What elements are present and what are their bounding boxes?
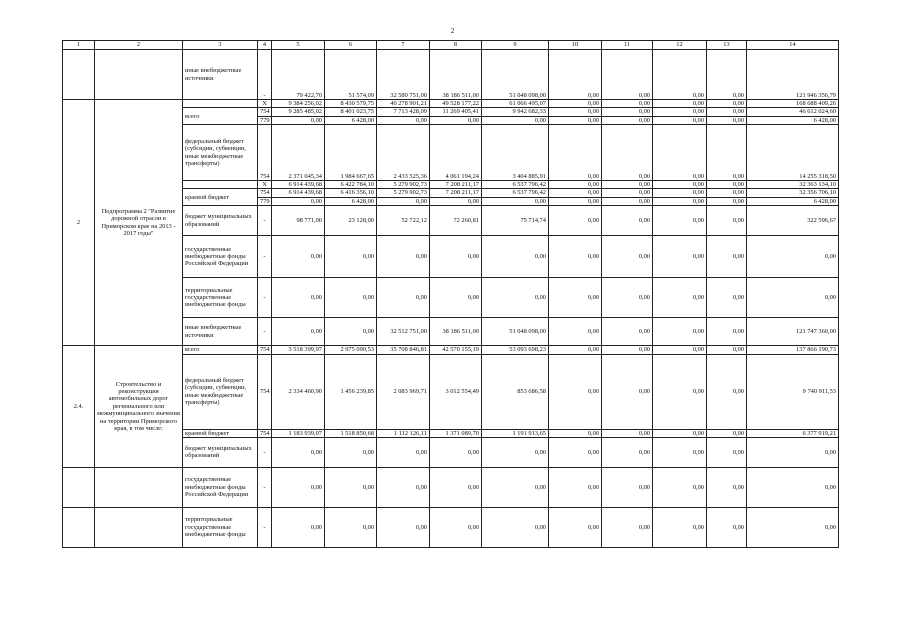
amount-cell: 6 428,00: [747, 116, 839, 124]
funding-source: федеральный бюджет (субсидии, субвенции, иные межбюджетные трансферты): [183, 354, 258, 429]
amount-cell: 0,00: [653, 467, 707, 507]
amount-cell: 53 093 698,23: [482, 346, 549, 354]
amount-cell: 0,00: [430, 236, 482, 278]
column-header: 13: [707, 41, 747, 50]
amount-cell: 0,00: [653, 354, 707, 429]
funding-source: всего: [183, 108, 258, 125]
amount-cell: 14 255 318,50: [747, 125, 839, 181]
amount-cell: 2 083 969,71: [377, 354, 430, 429]
funding-source: бюджет муниципальных образований: [183, 206, 258, 236]
amount-cell: 0,00: [707, 467, 747, 507]
amount-cell: 0,00: [430, 467, 482, 507]
amount-cell: 0,00: [549, 236, 602, 278]
amount-cell: 6 537 796,42: [482, 189, 549, 197]
amount-cell: 0,00: [653, 100, 707, 108]
amount-cell: 8 401 023,75: [325, 108, 377, 116]
amount-cell: 6 914 439,68: [272, 181, 325, 189]
amount-cell: 32 363 134,10: [747, 181, 839, 189]
amount-cell: 0,00: [653, 50, 707, 100]
amount-cell: 0,00: [549, 437, 602, 467]
amount-cell: 137 866 190,73: [747, 346, 839, 354]
amount-cell: 0,00: [653, 189, 707, 197]
amount-cell: 168 688 409,26: [747, 100, 839, 108]
funding-source: государственные внебюджетные фонды Российской Федерации: [183, 467, 258, 507]
amount-cell: 0,00: [707, 278, 747, 318]
amount-cell: 0,00: [549, 429, 602, 437]
amount-cell: 0,00: [549, 108, 602, 116]
amount-cell: 1 183 939,07: [272, 429, 325, 437]
amount-cell: 38 186 511,00: [430, 50, 482, 100]
amount-cell: 0,00: [272, 507, 325, 547]
amount-cell: 51 048 098,00: [482, 50, 549, 100]
amount-cell: 0,00: [653, 318, 707, 346]
column-header: 4: [258, 41, 272, 50]
amount-cell: 0,00: [325, 236, 377, 278]
amount-cell: 75 714,74: [482, 206, 549, 236]
amount-cell: 98 771,00: [272, 206, 325, 236]
amount-cell: 0,00: [377, 116, 430, 124]
budget-table: [62, 40, 839, 548]
amount-cell: 6 377 919,21: [747, 429, 839, 437]
amount-cell: 0,00: [430, 116, 482, 124]
funding-source: всего: [183, 346, 258, 354]
amount-cell: 11 269 405,41: [430, 108, 482, 116]
column-header: 5: [272, 41, 325, 50]
table-row: [63, 50, 839, 100]
amount-cell: 61 066 495,07: [482, 100, 549, 108]
amount-cell: 0,00: [602, 206, 653, 236]
amount-cell: 0,00: [707, 429, 747, 437]
amount-cell: 35 708 846,81: [377, 346, 430, 354]
amount-cell: 0,00: [272, 197, 325, 205]
amount-cell: 0,00: [482, 116, 549, 124]
amount-cell: 6 422 784,10: [325, 181, 377, 189]
amount-cell: 0,00: [430, 278, 482, 318]
amount-cell: 42 570 155,19: [430, 346, 482, 354]
amount-cell: 3 518 399,97: [272, 346, 325, 354]
amount-cell: 9 285 485,02: [272, 108, 325, 116]
table-row: [63, 507, 839, 547]
amount-cell: 0,00: [377, 467, 430, 507]
amount-cell: 0,00: [549, 181, 602, 189]
amount-cell: 0,00: [549, 100, 602, 108]
amount-cell: 0,00: [325, 437, 377, 467]
amount-cell: 0,00: [653, 437, 707, 467]
amount-cell: 0,00: [602, 507, 653, 547]
amount-cell: 1 984 667,65: [325, 125, 377, 181]
amount-cell: 0,00: [707, 236, 747, 278]
amount-cell: 0,00: [707, 507, 747, 547]
column-header: 14: [747, 41, 839, 50]
amount-cell: 0,00: [707, 346, 747, 354]
amount-cell: 0,00: [707, 116, 747, 124]
amount-cell: 46 612 024,60: [747, 108, 839, 116]
amount-cell: 0,00: [653, 278, 707, 318]
amount-cell: 49 528 177,22: [430, 100, 482, 108]
amount-cell: 0,00: [653, 125, 707, 181]
amount-cell: 0,00: [707, 181, 747, 189]
amount-cell: 0,00: [707, 50, 747, 100]
funding-source: бюджет муниципальных образований: [183, 437, 258, 467]
column-header: 2: [95, 41, 183, 50]
amount-cell: 0,00: [272, 278, 325, 318]
amount-cell: 0,00: [653, 181, 707, 189]
code-cell: 779: [258, 116, 272, 124]
amount-cell: 0,00: [549, 318, 602, 346]
amount-cell: 51 048 098,00: [482, 318, 549, 346]
amount-cell: 0,00: [549, 354, 602, 429]
code-cell: 754: [258, 354, 272, 429]
amount-cell: 0,00: [325, 318, 377, 346]
amount-cell: 0,00: [482, 507, 549, 547]
code-cell: 754: [258, 125, 272, 181]
amount-cell: 0,00: [653, 116, 707, 124]
amount-cell: 0,00: [602, 437, 653, 467]
amount-cell: 52 722,12: [377, 206, 430, 236]
amount-cell: 0,00: [602, 116, 653, 124]
amount-cell: 0,00: [482, 467, 549, 507]
amount-cell: 0,00: [707, 100, 747, 108]
amount-cell: 0,00: [549, 189, 602, 197]
amount-cell: 0,00: [325, 507, 377, 547]
funding-source: территориальные государственные внебюджетные фонды: [183, 507, 258, 547]
amount-cell: 0,00: [272, 467, 325, 507]
amount-cell: 51 574,09: [325, 50, 377, 100]
amount-cell: 0,00: [707, 437, 747, 467]
amount-cell: 0,00: [602, 467, 653, 507]
table-row: [63, 100, 839, 108]
code-cell: 754: [258, 108, 272, 116]
amount-cell: 32 580 751,00: [377, 50, 430, 100]
amount-cell: 0,00: [549, 116, 602, 124]
funding-source: федеральный бюджет (субсидии, субвенции, иные межбюджетные трансферты): [183, 125, 258, 181]
amount-cell: 0,00: [549, 206, 602, 236]
amount-cell: 0,00: [747, 437, 839, 467]
amount-cell: 0,00: [602, 236, 653, 278]
amount-cell: 5 279 902,73: [377, 189, 430, 197]
amount-cell: 2 433 525,36: [377, 125, 430, 181]
amount-cell: 0,00: [602, 429, 653, 437]
code-cell: -: [258, 467, 272, 507]
amount-cell: 0,00: [707, 318, 747, 346]
amount-cell: 7 713 428,09: [377, 108, 430, 116]
amount-cell: 0,00: [549, 197, 602, 205]
amount-cell: 23 128,00: [325, 206, 377, 236]
amount-cell: 0,00: [653, 108, 707, 116]
amount-cell: 1 191 913,65: [482, 429, 549, 437]
code-cell: -: [258, 236, 272, 278]
amount-cell: 40 278 901,21: [377, 100, 430, 108]
amount-cell: 0,00: [707, 197, 747, 205]
column-header: 10: [549, 41, 602, 50]
amount-cell: 0,00: [377, 197, 430, 205]
code-cell: -: [258, 437, 272, 467]
amount-cell: 38 186 511,00: [430, 318, 482, 346]
code-cell: -: [258, 318, 272, 346]
amount-cell: 2 371 045,34: [272, 125, 325, 181]
code-cell: 754: [258, 189, 272, 197]
amount-cell: 0,00: [653, 197, 707, 205]
amount-cell: 4 061 194,24: [430, 125, 482, 181]
amount-cell: 0,00: [602, 354, 653, 429]
amount-cell: 6 428,00: [747, 197, 839, 205]
amount-cell: 1 456 239,85: [325, 354, 377, 429]
amount-cell: 0,00: [272, 318, 325, 346]
amount-cell: 0,00: [653, 507, 707, 547]
column-header: 11: [602, 41, 653, 50]
amount-cell: 1 371 089,70: [430, 429, 482, 437]
amount-cell: 0,00: [377, 437, 430, 467]
amount-cell: 6 428,00: [325, 197, 377, 205]
amount-cell: 0,00: [549, 125, 602, 181]
amount-cell: 0,00: [653, 236, 707, 278]
empty-cell: [183, 181, 258, 189]
code-cell: -: [258, 507, 272, 547]
column-header: 9: [482, 41, 549, 50]
funding-source: иные внебюджетные источники: [183, 50, 258, 100]
code-cell: X: [258, 181, 272, 189]
code-cell: X: [258, 100, 272, 108]
amount-cell: 6 428,00: [325, 116, 377, 124]
amount-cell: 121 946 356,79: [747, 50, 839, 100]
amount-cell: 6 416 356,10: [325, 189, 377, 197]
column-header: 12: [653, 41, 707, 50]
column-header: 8: [430, 41, 482, 50]
amount-cell: 0,00: [377, 507, 430, 547]
amount-cell: 0,00: [602, 318, 653, 346]
amount-cell: 32 356 706,10: [747, 189, 839, 197]
amount-cell: 121 747 360,00: [747, 318, 839, 346]
amount-cell: 7 208 211,17: [430, 181, 482, 189]
amount-cell: 0,00: [707, 189, 747, 197]
amount-cell: 2 334 460,90: [272, 354, 325, 429]
amount-cell: 322 596,67: [747, 206, 839, 236]
empty-cell: [95, 467, 183, 507]
amount-cell: 1 112 126,11: [377, 429, 430, 437]
column-header: 7: [377, 41, 430, 50]
amount-cell: 0,00: [602, 100, 653, 108]
amount-cell: 2 975 090,53: [325, 346, 377, 354]
amount-cell: 0,00: [602, 278, 653, 318]
empty-cell: [95, 507, 183, 547]
amount-cell: 0,00: [707, 206, 747, 236]
empty-cell: [95, 50, 183, 100]
amount-cell: 1 518 850,68: [325, 429, 377, 437]
table-row: [63, 467, 839, 507]
column-header: 1: [63, 41, 95, 50]
funding-source: краевой бюджет: [183, 429, 258, 437]
amount-cell: 0,00: [602, 189, 653, 197]
funding-source: иные внебюджетные источники: [183, 318, 258, 346]
empty-cell: [183, 100, 258, 108]
amount-cell: 9 942 682,33: [482, 108, 549, 116]
page-number: 2: [450, 27, 455, 35]
amount-cell: 0,00: [325, 467, 377, 507]
empty-cell: [63, 507, 95, 547]
program-name: Строительство и реконструкция автомобильных дорог регионального или межмуниципального значения на территории Приморского края, в том числе:: [95, 346, 183, 468]
amount-cell: 79 422,70: [272, 50, 325, 100]
amount-cell: 32 512 751,00: [377, 318, 430, 346]
amount-cell: 0,00: [482, 197, 549, 205]
code-cell: 754: [258, 429, 272, 437]
amount-cell: 0,00: [602, 197, 653, 205]
amount-cell: 0,00: [653, 346, 707, 354]
amount-cell: 0,00: [549, 346, 602, 354]
code-cell: 754: [258, 346, 272, 354]
amount-cell: 9 384 256,02: [272, 100, 325, 108]
amount-cell: 9 740 911,53: [747, 354, 839, 429]
amount-cell: 0,00: [377, 236, 430, 278]
amount-cell: 3 404 885,91: [482, 125, 549, 181]
column-header: 6: [325, 41, 377, 50]
amount-cell: 6 537 796,42: [482, 181, 549, 189]
amount-cell: 3 012 554,49: [430, 354, 482, 429]
funding-source: государственные внебюджетные фонды Российской Федерации: [183, 236, 258, 278]
amount-cell: 0,00: [272, 116, 325, 124]
amount-cell: 7 208 211,17: [430, 189, 482, 197]
amount-cell: 0,00: [747, 507, 839, 547]
amount-cell: 0,00: [707, 125, 747, 181]
amount-cell: 0,00: [482, 236, 549, 278]
amount-cell: 0,00: [602, 108, 653, 116]
amount-cell: 0,00: [602, 181, 653, 189]
amount-cell: 0,00: [602, 125, 653, 181]
amount-cell: 0,00: [653, 206, 707, 236]
amount-cell: 0,00: [272, 236, 325, 278]
amount-cell: 72 260,81: [430, 206, 482, 236]
code-cell: 779: [258, 197, 272, 205]
empty-cell: [63, 467, 95, 507]
column-header: 3: [183, 41, 258, 50]
code-cell: -: [258, 50, 272, 100]
code-cell: -: [258, 278, 272, 318]
amount-cell: 0,00: [602, 346, 653, 354]
column-header-row: [63, 41, 839, 50]
amount-cell: 0,00: [747, 278, 839, 318]
amount-cell: 0,00: [430, 507, 482, 547]
amount-cell: 853 686,58: [482, 354, 549, 429]
amount-cell: 0,00: [747, 467, 839, 507]
row-number: 2: [63, 100, 95, 346]
amount-cell: 6 914 439,68: [272, 189, 325, 197]
amount-cell: 0,00: [482, 437, 549, 467]
code-cell: -: [258, 206, 272, 236]
amount-cell: 0,00: [747, 236, 839, 278]
row-number: 2.4.: [63, 346, 95, 468]
amount-cell: 0,00: [430, 437, 482, 467]
amount-cell: 0,00: [549, 50, 602, 100]
empty-cell: [63, 50, 95, 100]
amount-cell: 0,00: [549, 467, 602, 507]
amount-cell: 0,00: [707, 108, 747, 116]
amount-cell: 0,00: [430, 197, 482, 205]
amount-cell: 0,00: [653, 429, 707, 437]
amount-cell: 0,00: [482, 278, 549, 318]
funding-source: территориальные государственные внебюджетные фонды: [183, 278, 258, 318]
amount-cell: 0,00: [707, 354, 747, 429]
funding-source: краевой бюджет: [183, 189, 258, 206]
amount-cell: 5 279 902,73: [377, 181, 430, 189]
program-name: Подпрограмма 2 "Развитие дорожной отрасли в Приморском крае на 2013 - 2017 годы": [95, 100, 183, 346]
amount-cell: 0,00: [549, 507, 602, 547]
amount-cell: 0,00: [549, 278, 602, 318]
table-row: [63, 346, 839, 354]
amount-cell: 8 430 579,75: [325, 100, 377, 108]
amount-cell: 0,00: [272, 437, 325, 467]
amount-cell: 0,00: [377, 278, 430, 318]
amount-cell: 0,00: [325, 278, 377, 318]
amount-cell: 0,00: [602, 50, 653, 100]
